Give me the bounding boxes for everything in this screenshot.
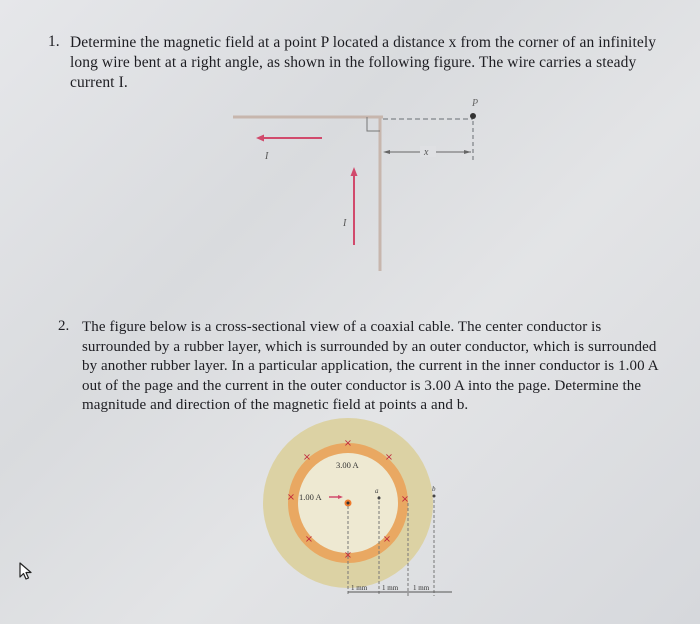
x-dimension-arrow-right: [464, 150, 471, 154]
question-2-text: The figure below is a cross-sectional view of a coaxial cable. The center conductor is surrounded by a rubber layer, which is surrounded by an outer conductor, which is surrounded by another rubber layer. In a particular application, the current in the inner conductor is 1.00 A out of the page and the current in the outer conductor is 3.00 A into the page. Determine the magnitude and direction of the magnetic field at points a and b.: [82, 319, 658, 413]
vertical-arrowhead: [351, 167, 358, 176]
question-1-number: 1.: [48, 33, 60, 50]
point-b: [433, 495, 436, 498]
into-page-marker: ×: [304, 534, 314, 545]
point-a: [378, 497, 381, 500]
question-1-text: Determine the magnetic field at a point P located a distance x from the corner of an infinitely long wire bent at a right angle, as shown in the following figure. The wire carries a steady current I.: [70, 34, 657, 91]
outer-current-label: 3.00 A: [336, 460, 359, 470]
label-b: b: [432, 485, 436, 493]
label-i-vertical: I: [343, 218, 347, 229]
into-page-marker: ×: [286, 492, 296, 503]
label-p: P: [472, 98, 479, 109]
right-angle-marker: [367, 117, 380, 131]
inner-current-label: 1.00 A: [299, 492, 322, 502]
into-page-marker: ×: [343, 438, 353, 449]
coaxial-cable-figure: [262, 418, 462, 608]
bent-wire-figure: [225, 95, 495, 275]
scale-label-1: 1 mm: [351, 584, 368, 592]
scale-label-3: 1 mm: [413, 584, 430, 592]
scale-label-2: 1 mm: [382, 584, 399, 592]
into-page-marker: ×: [302, 452, 312, 463]
label-x: x: [424, 147, 429, 158]
into-page-marker: ×: [382, 534, 392, 545]
point-p: [470, 113, 476, 119]
label-a: a: [375, 487, 379, 495]
horizontal-arrowhead: [256, 135, 264, 142]
into-page-marker: ×: [343, 550, 353, 561]
x-dimension-arrow-left: [383, 150, 390, 154]
question-2-number: 2.: [58, 318, 70, 334]
into-page-marker: ×: [384, 452, 394, 463]
mouse-cursor-icon: [18, 561, 34, 581]
into-page-marker: ×: [400, 494, 410, 505]
label-i-horizontal: I: [265, 151, 269, 162]
